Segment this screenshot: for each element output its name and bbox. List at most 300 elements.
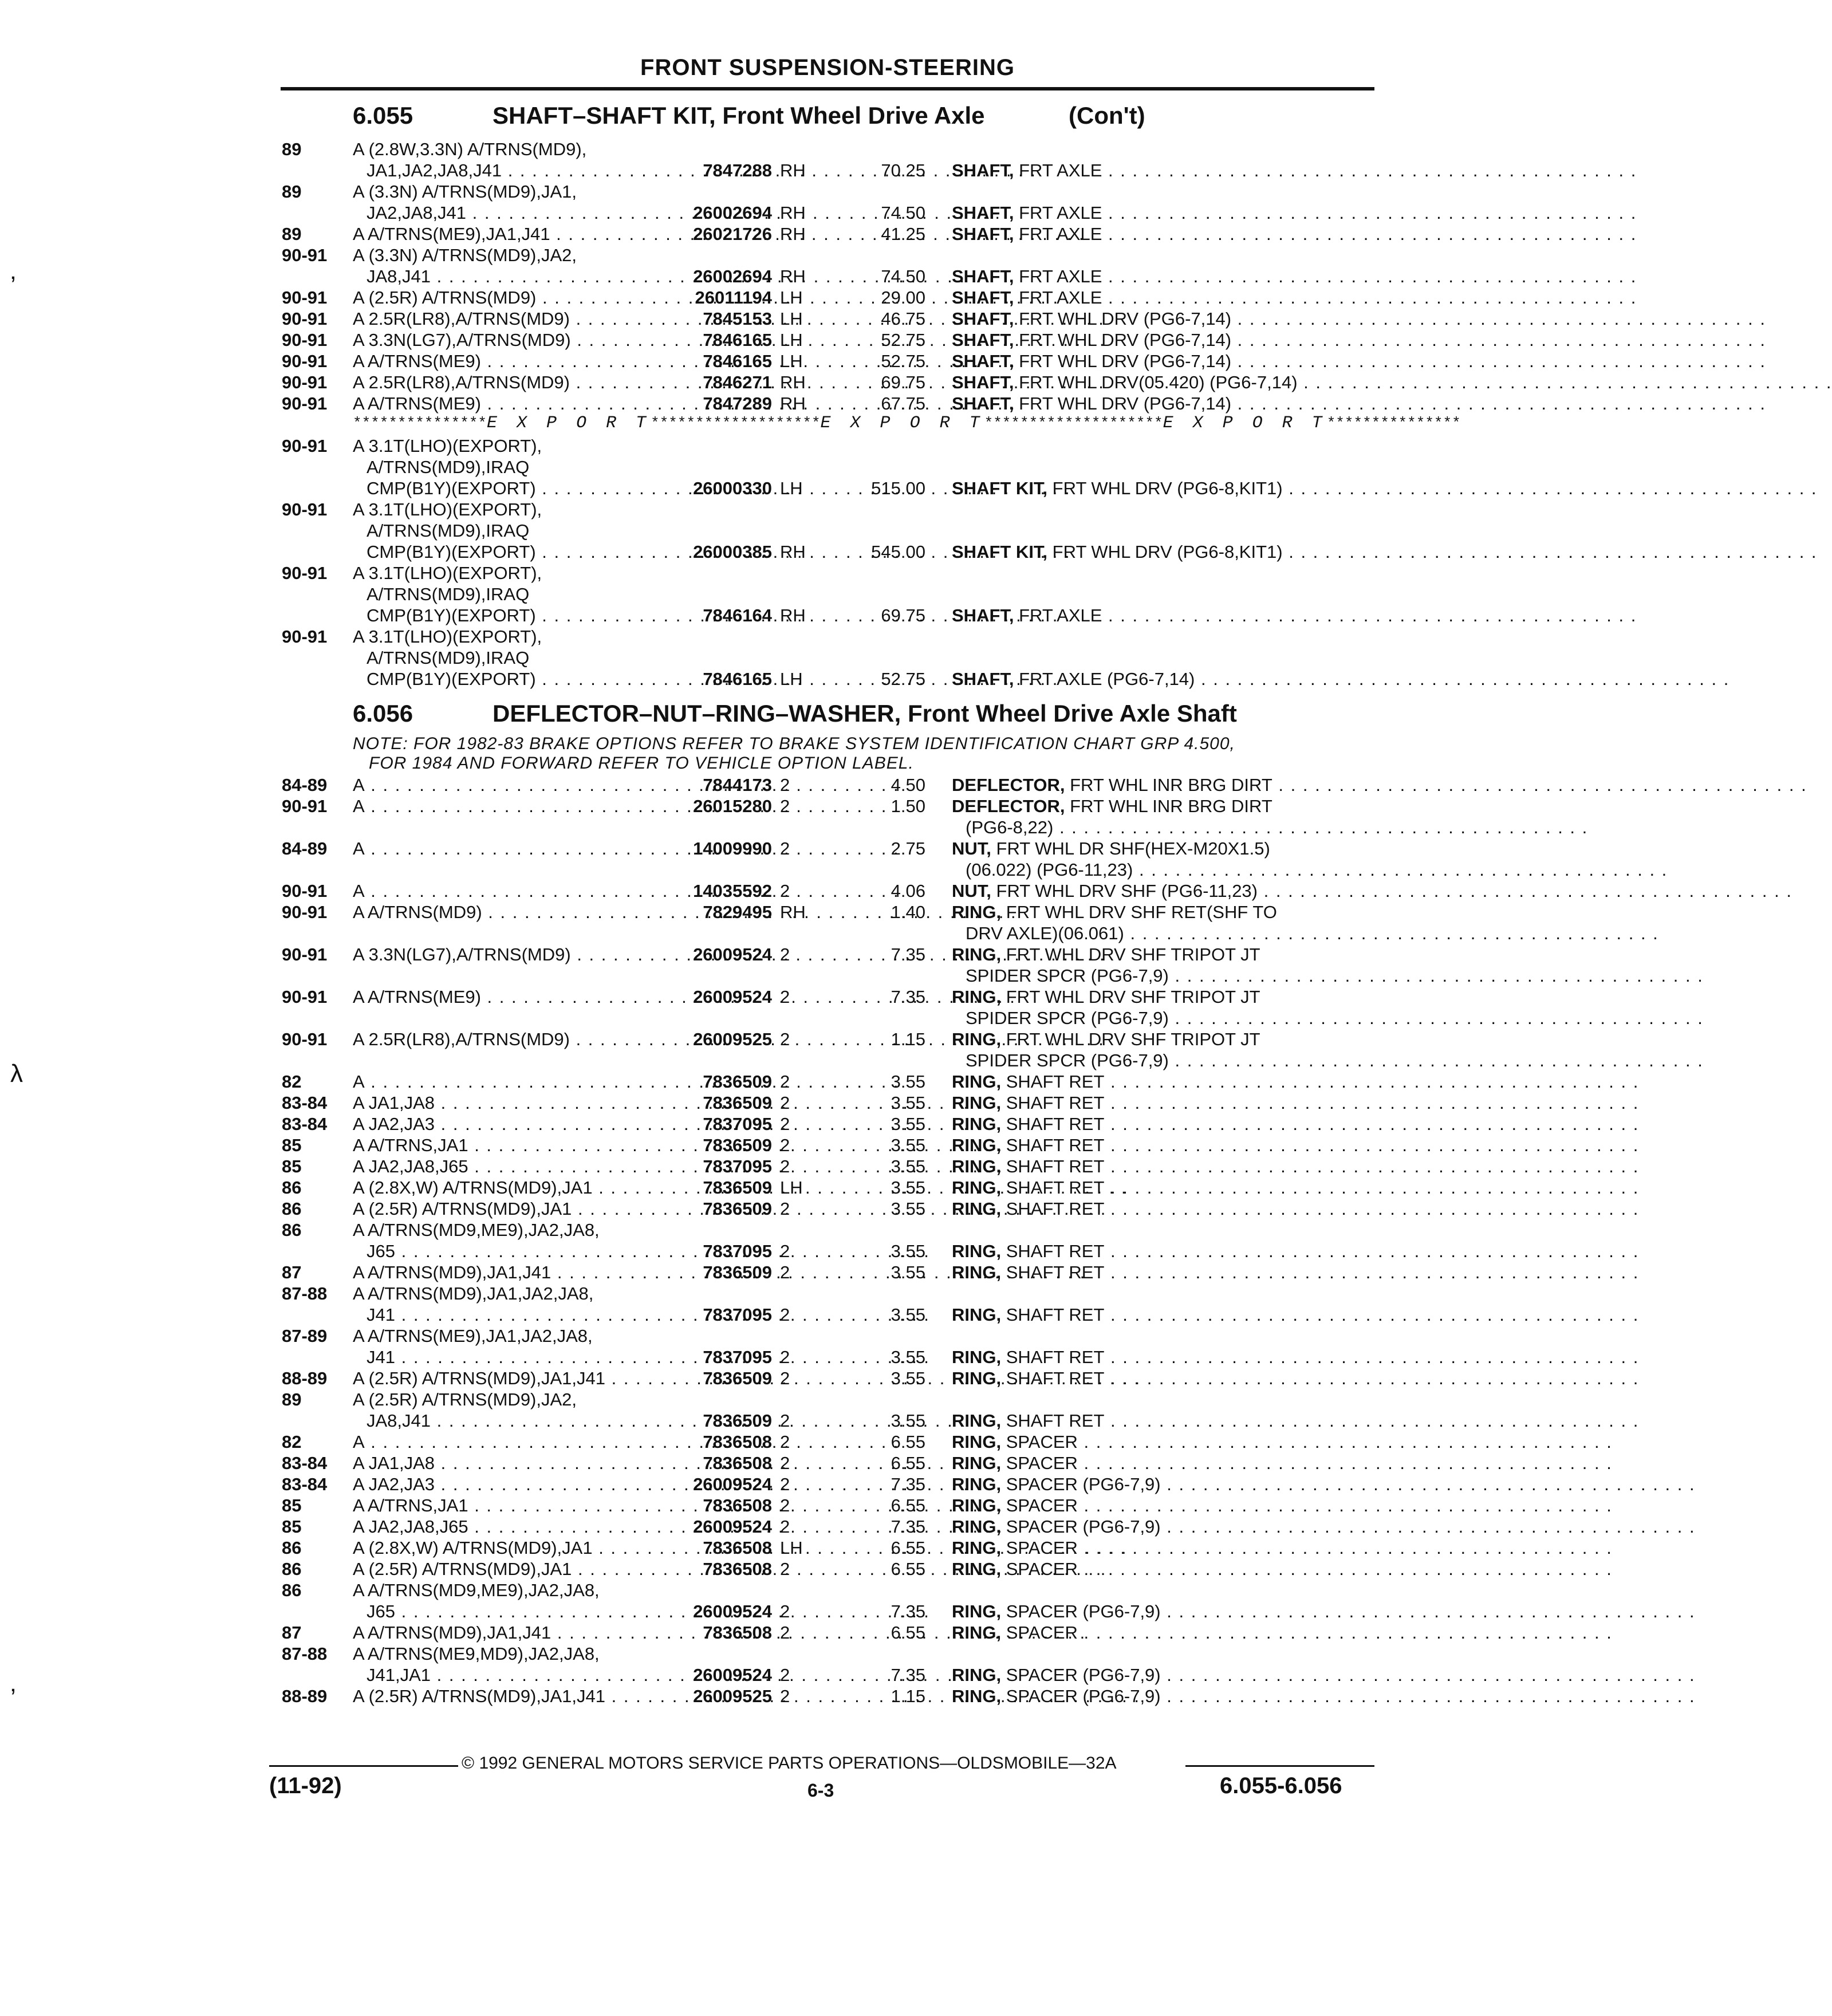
model-year: 87 [282,1623,302,1643]
quantity: RH [780,224,806,244]
description-name: RING, [952,1114,1002,1134]
description-text: SPACER [1001,1559,1078,1579]
description-name: RING, [952,1538,1002,1558]
description-name: RING, [952,1665,1002,1685]
description-text: SHAFT RET [1001,1241,1105,1261]
footer-section-range: 6.055-6.056 [1220,1773,1342,1798]
quantity: LH [780,669,803,689]
description-name: SHAFT, [952,330,1014,350]
description-name: RING, [952,1178,1002,1198]
application: A . . . [353,796,656,817]
description-name: RING, [952,944,1002,964]
quantity: 2 [780,881,790,901]
application: A A/TRNS(ME9,MD9),JA2,JA8, [353,1644,600,1664]
application: A 3.1T(LHO)(EXPORT), [353,563,542,583]
export-label: E X P O R T [820,414,984,433]
part-row [0,1135,1448,1156]
part-row [0,1050,1448,1071]
description-text: DRV AXLE)(06.061) [966,923,1124,943]
quantity: RH [780,372,806,392]
price: 1.15 [891,1029,925,1049]
part-row [0,562,1448,584]
description [966,817,1374,838]
part-row [0,1474,1448,1495]
description-name: RING, [952,1623,1002,1643]
application: A (2.8W,3.3N) A/TRNS(MD9), [353,139,587,159]
model-year: 85 [282,1135,302,1155]
section-cont-label: (Con't) [1069,102,1145,129]
quantity: RH [780,902,806,922]
quantity: LH [780,288,803,308]
section-title-text: DEFLECTOR–NUT–RING–WASHER, Front Wheel Drive Axle Shaft [493,700,1237,727]
description [952,1113,1374,1135]
part-row [0,266,1448,287]
description-text: FRT WHL DRV (PG6-7,14) [1014,330,1232,350]
description-name: RING, [952,1199,1002,1219]
model-year: 83-84 [282,1453,328,1473]
part-row [0,456,1448,478]
part-number: 7836509 [703,1368,772,1388]
part-number: 7846165 [703,330,772,350]
application: A (3.3N) A/TRNS(MD9),JA1, [353,182,577,202]
description-name: DEFLECTOR, [952,796,1065,816]
description [952,478,1374,499]
description-text: SHAFT RET [1001,1135,1105,1155]
description-name: SHAFT, [952,224,1014,244]
price: 52.75 [881,351,925,371]
description-text: FRT WHL INR BRG DIRT [1065,796,1272,816]
quantity: RH [780,542,806,562]
quantity: LH [780,1178,803,1198]
part-row [0,1219,1448,1241]
application: A A/TRNS(MD9),JA1,J41 . . . [353,1622,656,1643]
footer-page-number: 6-3 [807,1780,834,1801]
model-year: 85 [282,1156,302,1176]
model-year: 87-88 [282,1283,328,1304]
part-row [0,1537,1448,1558]
price: 7.35 [891,1601,925,1621]
section-6055-title [0,102,1448,132]
part-row [0,351,1448,372]
price: 3.55 [891,1093,925,1113]
application: JA2,JA8,J41 . . . [367,202,656,223]
model-year: 86 [282,1538,302,1558]
application: A (2.8X,W) A/TRNS(MD9),JA1 . . . [353,1537,656,1558]
part-row [0,541,1448,562]
description-text: FRT WHL DR SHF(HEX-M20X1.5) [991,838,1270,859]
application: A A/TRNS(MD9,ME9),JA2,JA8, [353,1220,600,1240]
description-name: RING, [952,1686,1002,1706]
quantity: 2 [780,1135,790,1155]
description-text: SHAFT RET [1001,1305,1105,1325]
model-year: 90-91 [282,393,328,414]
quantity: LH [780,478,803,498]
description-text: SHAFT RET [1001,1347,1105,1367]
description [952,605,1374,626]
description [952,796,1374,817]
part-row [0,520,1448,541]
application: JA8,J41 . . . [367,266,656,287]
part-row [0,372,1448,393]
model-year: 86 [282,1220,302,1240]
header-rule [281,87,1374,90]
application: A/TRNS(MD9),IRAQ [367,521,530,541]
model-year: 86 [282,1178,302,1198]
price: 41.25 [881,224,925,244]
description-name: RING, [952,1517,1002,1537]
part-row [0,1601,1448,1622]
quantity: RH [780,605,806,625]
quantity: 2 [780,1623,790,1643]
section-6056-title [0,700,1448,730]
part-number: 7836508 [703,1559,772,1579]
price: 545.00 [871,542,925,562]
model-year: 90-91 [282,351,328,371]
application: A JA2,JA3 . . . [353,1113,656,1135]
part-number: 26000330 [693,478,772,498]
model-year: 83-84 [282,1114,328,1134]
quantity: LH [780,309,803,329]
application: A 3.3N(LG7),A/TRNS(MD9) . . . [353,329,656,351]
description [966,859,1374,880]
quantity: LH [780,330,803,350]
part-row [0,901,1448,923]
price: 7.35 [891,987,925,1007]
description-text: FRT AXLE (PG6-7,14) [1014,669,1195,689]
model-year: 90-91 [282,563,328,583]
margin-mark: ’ [10,271,16,300]
part-row [0,1389,1448,1410]
footer-rule-left [269,1765,458,1767]
part-row [0,1686,1448,1707]
description [952,393,1374,414]
description-text: FRT WHL DRV (PG6-8,KIT1) [1047,478,1283,498]
description-name: RING, [952,1305,1002,1325]
application: A 2.5R(LR8),A/TRNS(MD9) . . . [353,308,656,329]
part-row [0,1346,1448,1368]
price: 69.75 [881,605,925,625]
description [952,1516,1374,1537]
application: A (2.5R) A/TRNS(MD9),JA1 . . . [353,1198,656,1219]
description-name: SHAFT, [952,203,1014,223]
description-text: SHAFT RET [1001,1368,1105,1388]
part-row [0,1580,1448,1601]
price: 67.75 [881,393,925,414]
part-number: 7837095 [703,1156,772,1176]
description [952,266,1374,287]
part-number: 7837095 [703,1347,772,1367]
part-number: 26009524 [693,987,772,1007]
application: A A/TRNS,JA1 . . . [353,1135,656,1156]
part-row [0,202,1448,223]
part-row [0,965,1448,986]
part-number: 7836508 [703,1453,772,1473]
part-row [0,986,1448,1007]
part-number: 14035592 [693,881,772,901]
part-number: 26009525 [693,1029,772,1049]
price: 3.55 [891,1135,925,1155]
part-row [0,1431,1448,1452]
description [952,1664,1374,1686]
model-year: 86 [282,1199,302,1219]
part-number: 26009524 [693,1517,772,1537]
description-name: RING, [952,1453,1002,1473]
price: 1.40 [891,902,925,922]
model-year: 85 [282,1495,302,1515]
description-name: SHAFT, [952,351,1014,371]
part-row [0,1092,1448,1113]
export-divider: ***************E X P O R T*******************E X P O R T********************E X P O R T*************** [353,414,1461,433]
quantity: 2 [780,1262,790,1282]
application: A A/TRNS(MD9) . . . [353,901,656,923]
description [952,986,1374,1007]
part-number: 26015280 [693,796,772,816]
description-text: SPACER [1001,1453,1078,1473]
part-row [0,605,1448,626]
part-number: 26002694 [693,203,772,223]
description-name: RING, [952,1411,1002,1431]
section-number: 6.056 [353,700,413,727]
description [952,1452,1374,1474]
part-number: 7844173 [703,775,772,795]
model-year: 90-91 [282,330,328,350]
part-row [0,1410,1448,1431]
part-row [0,859,1448,880]
description [952,1071,1374,1092]
description-name: NUT, [952,881,991,901]
part-number: 7836509 [703,1411,772,1431]
description-text: (06.022) (PG6-11,23) [966,860,1133,880]
application: A A/TRNS(ME9) . . . [353,986,656,1007]
price: 6.55 [891,1432,925,1452]
part-number: 7837095 [703,1241,772,1261]
description [952,202,1374,223]
model-year: 86 [282,1580,302,1600]
application: JA8,J41 . . . [367,1410,656,1431]
application: A A/TRNS(MD9),JA1,JA2,JA8, [353,1283,594,1304]
quantity: 2 [780,1432,790,1452]
price: 3.55 [891,1368,925,1388]
page-header: FRONT SUSPENSION-STEERING [640,55,1015,80]
quantity: 2 [780,1686,790,1706]
quantity: 2 [780,1347,790,1367]
description-name: RING, [952,1135,1002,1155]
quantity: 2 [780,1029,790,1049]
description-name: RING, [952,1601,1002,1621]
description-name: SHAFT, [952,309,1014,329]
model-year: 84-89 [282,838,328,859]
description-name: RING, [952,1495,1002,1515]
part-row [0,647,1448,668]
description-text: SPACER (PG6-7,9) [1001,1665,1161,1685]
price: 4.50 [891,775,925,795]
model-year: 86 [282,1559,302,1579]
part-row [0,1156,1448,1177]
description-text: SPACER (PG6-7,9) [1001,1474,1161,1494]
part-row [0,944,1448,965]
application: A A/TRNS,JA1 . . . [353,1495,656,1516]
description-name: SHAFT, [952,372,1014,392]
price: 29.00 [881,288,925,308]
part-row [0,435,1448,456]
description-name: RING, [952,1368,1002,1388]
application: A (3.3N) A/TRNS(MD9),JA2, [353,245,577,265]
application: A 3.3N(LG7),A/TRNS(MD9) . . . [353,944,656,965]
section-note-line-2: FOR 1984 AND FORWARD REFER TO VEHICLE OPTION LABEL. [369,754,914,773]
quantity: 2 [780,1411,790,1431]
description-text: SPACER (PG6-7,9) [1001,1517,1161,1537]
quantity: 2 [780,1114,790,1134]
application: A JA2,JA8,J65 . . . [353,1516,656,1537]
description-name: RING, [952,987,1002,1007]
description-text: SHAFT RET [1001,1262,1105,1282]
application: A 3.1T(LHO)(EXPORT), [353,436,542,456]
description [952,1029,1374,1050]
application: CMP(B1Y)(EXPORT) . . . [367,478,656,499]
part-number: 7845153 [703,309,772,329]
price: 515.00 [871,478,925,498]
description [966,1050,1374,1071]
part-row [0,287,1448,308]
description [952,372,1374,393]
description [952,1368,1374,1389]
price: 6.55 [891,1495,925,1515]
description-name: DEFLECTOR, [952,775,1065,795]
part-row [0,499,1448,520]
description-name: SHAFT, [952,605,1014,625]
description-name: RING, [952,1262,1002,1282]
price: 74.50 [881,203,925,223]
part-number: 7836509 [703,1093,772,1113]
description [966,923,1374,944]
quantity: 2 [780,1156,790,1176]
part-number: 7836509 [703,1072,772,1092]
part-row [0,245,1448,266]
description [952,1346,1374,1368]
part-row [0,1643,1448,1664]
application: CMP(B1Y)(EXPORT) . . . [367,668,656,690]
price: 7.35 [891,1665,925,1685]
price: 2.75 [891,838,925,859]
model-year: 89 [282,1389,302,1409]
application: A A/TRNS(ME9) . . . [353,393,656,414]
description-name: RING, [952,1474,1002,1494]
description [952,944,1374,965]
model-year: 83-84 [282,1474,328,1494]
description-text: SHAFT RET [1001,1411,1105,1431]
application: A JA1,JA8 . . . [353,1452,656,1474]
application: CMP(B1Y)(EXPORT) . . . [367,605,656,626]
application: A 3.1T(LHO)(EXPORT), [353,499,542,519]
application: A (2.5R) A/TRNS(MD9),JA1,J41 . . . [353,1686,656,1707]
application: A A/TRNS(ME9),JA1,J41 . . . [353,223,656,245]
description-name: RING, [952,1156,1002,1176]
description-name: RING, [952,1347,1002,1367]
application: A 2.5R(LR8),A/TRNS(MD9) . . . [353,1029,656,1050]
price: 46.75 [881,309,925,329]
description-text: FRT WHL DRV SHF TRIPOT JT [1001,1029,1260,1049]
part-row [0,181,1448,202]
description-text: FRT AXLE [1014,605,1102,625]
part-row [0,1304,1448,1325]
model-year: 82 [282,1432,302,1452]
part-row [0,1452,1448,1474]
description-name: NUT, [952,838,991,859]
application: A A/TRNS(ME9),JA1,JA2,JA8, [353,1326,593,1346]
part-row [0,478,1448,499]
application: A . . . [353,1071,656,1092]
margin-mark: ’ [10,1684,16,1712]
description [952,287,1374,308]
quantity: 2 [780,944,790,964]
quantity: 2 [780,1517,790,1537]
part-row [0,1664,1448,1686]
part-row [0,880,1448,901]
description [952,880,1374,901]
quantity: 2 [780,1093,790,1113]
part-row [0,838,1448,859]
application: JA1,JA2,JA8,J41 . . . [367,160,656,181]
quantity: 2 [780,775,790,795]
description [952,223,1374,245]
description-text: SHAFT RET [1001,1114,1105,1134]
application: A JA1,JA8 . . . [353,1092,656,1113]
part-row [0,1029,1448,1050]
part-row [0,1177,1448,1198]
margin-mark: λ [10,1060,23,1088]
description-text: FRT AXLE [1014,160,1102,180]
part-number: 26021726 [693,224,772,244]
part-row [0,223,1448,245]
application: J41,JA1 . . . [367,1664,656,1686]
footer-copyright: © 1992 GENERAL MOTORS SERVICE PARTS OPERATIONS—OLDSMOBILE—32A [462,1754,1117,1773]
description-name: RING, [952,1072,1002,1092]
application: A (2.8X,W) A/TRNS(MD9),JA1 . . . [353,1177,656,1198]
description-text: FRT AXLE [1014,224,1102,244]
price: 1.50 [891,796,925,816]
price: 7.35 [891,1474,925,1494]
model-year: 82 [282,1072,302,1092]
part-row [0,1198,1448,1219]
model-year: 89 [282,139,302,159]
model-year: 90-91 [282,987,328,1007]
model-year: 90-91 [282,627,328,647]
description-text: SPACER (PG6-7,9) [1001,1601,1161,1621]
model-year: 90-91 [282,309,328,329]
price: 6.55 [891,1538,925,1558]
application: A (2.5R) A/TRNS(MD9),JA1,J41 . . . [353,1368,656,1389]
price: 69.75 [881,372,925,392]
description [952,160,1374,181]
price: 4.06 [891,881,925,901]
description-name: SHAFT KIT, [952,478,1048,498]
model-year: 85 [282,1517,302,1537]
description-text: FRT WHL DRV SHF TRIPOT JT [1001,944,1260,964]
description-text: FRT WHL DRV (PG6-7,14) [1014,309,1232,329]
description [952,1177,1374,1198]
part-number: 7837095 [703,1305,772,1325]
description [966,965,1374,986]
part-number: 7847289 [703,393,772,414]
export-label: E X P O R T [1163,414,1327,433]
description-text: FRT AXLE [1014,288,1102,308]
price: 6.55 [891,1559,925,1579]
description-text: SHAFT RET [1001,1199,1105,1219]
part-number: 7847288 [703,160,772,180]
description-text: FRT AXLE [1014,266,1102,286]
quantity: 2 [780,1474,790,1494]
description-text: SPACER [1001,1538,1078,1558]
